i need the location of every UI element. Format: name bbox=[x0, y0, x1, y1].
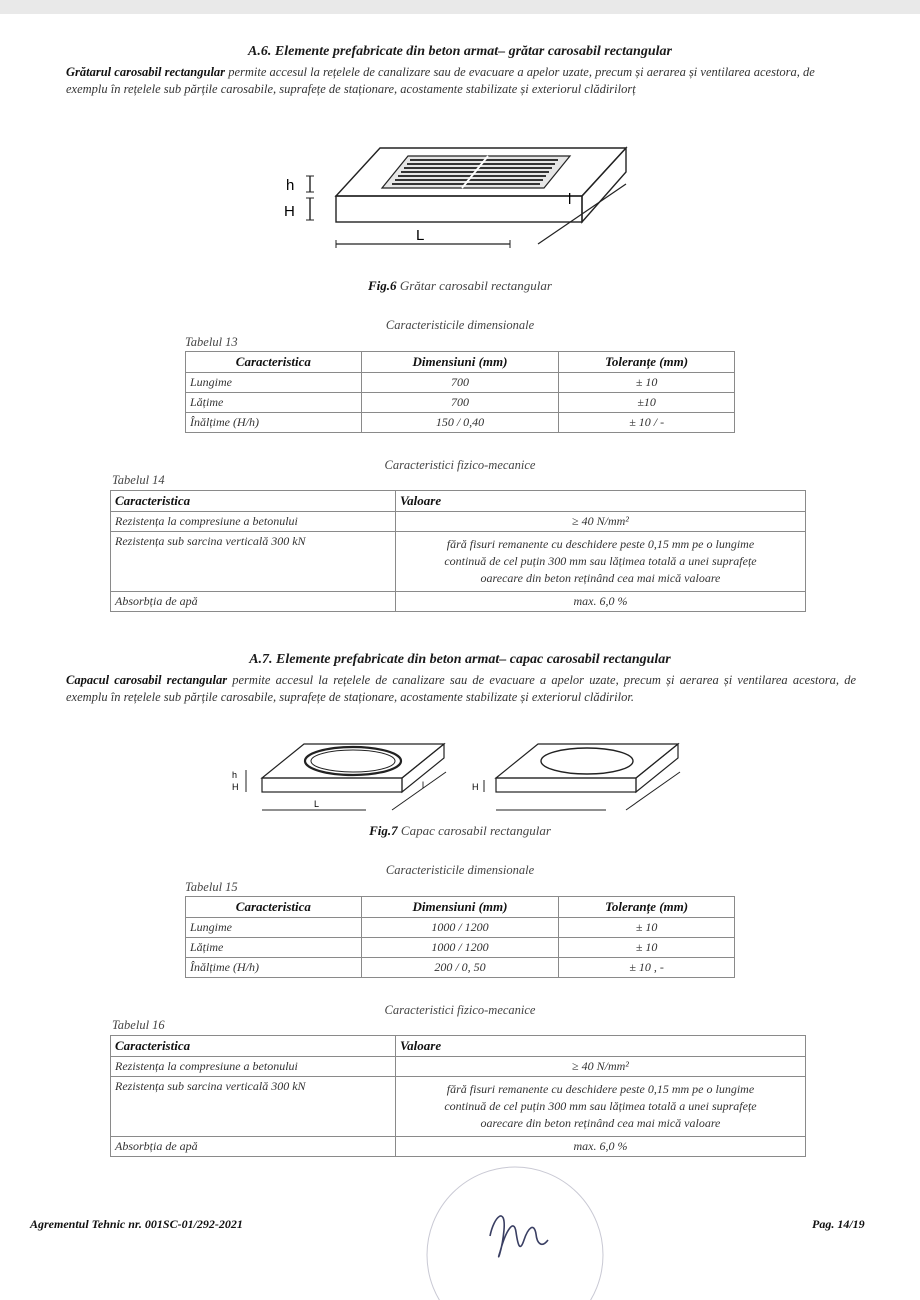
section-a7-intro-bold: Capacul carosabil rectangular bbox=[66, 673, 228, 687]
stamp-circle bbox=[427, 1167, 603, 1300]
table-15 bbox=[185, 896, 735, 978]
table-15-subcaption: Caracteristicile dimensionale bbox=[385, 863, 535, 877]
cover-ring-right bbox=[541, 748, 633, 774]
table-cell: Înălțime (H/h) bbox=[186, 958, 362, 978]
table-13-label: Tabelul 13 bbox=[185, 335, 238, 349]
table-row bbox=[111, 1057, 806, 1077]
table-cell: fără fisuri remanente cu deschidere peste 0,15 mm pe o lungime continuă de cel puțin 300 mm sau lățimea totală a unei suprafețe oarecare din beton reținând cea mai mică valoare bbox=[395, 532, 805, 592]
dim-label-H: H bbox=[284, 203, 295, 220]
table-13-subcaption: Caracteristicile dimensionale bbox=[385, 318, 535, 332]
section-a6-heading: A.6. Elemente prefabricate din beton armat– grătar carosabil rectangular bbox=[248, 44, 672, 59]
table-14 bbox=[110, 490, 806, 612]
table-cell: ± 10 / - bbox=[559, 413, 735, 433]
table-row bbox=[186, 938, 735, 958]
footer-agrement-number: Agrementul Tehnic nr. 001SC-01/292-2021 bbox=[30, 1217, 243, 1231]
table-cell: 150 / 0,40 bbox=[361, 413, 559, 433]
table-16-label: Tabelul 16 bbox=[112, 1018, 165, 1032]
fig7-label-H2: H bbox=[472, 782, 479, 792]
table-cell: Rezistența la compresiune a betonului bbox=[111, 1057, 396, 1077]
column-header: Toleranțe (mm) bbox=[559, 352, 735, 373]
table-row bbox=[111, 592, 806, 612]
figure-6-label: Fig.6 bbox=[368, 278, 397, 293]
table-cell: Rezistența sub sarcina verticală 300 kN bbox=[111, 1077, 396, 1137]
figure-6-drawing bbox=[270, 132, 650, 258]
table-15-label: Tabelul 15 bbox=[185, 880, 238, 894]
figure-7-drawing bbox=[226, 736, 686, 820]
grate-slab-side bbox=[582, 148, 626, 222]
dim-label-l: l bbox=[568, 191, 572, 208]
figure-6-caption bbox=[0, 278, 920, 294]
column-header: Caracteristica bbox=[186, 352, 362, 373]
table-cell: max. 6,0 % bbox=[395, 1137, 805, 1157]
table-cell: 700 bbox=[361, 393, 559, 413]
column-header: Dimensiuni (mm) bbox=[361, 897, 559, 918]
section-a7-intro-text: permite accesul la rețelele de canalizare sau de evacuare a apelor uzate, precum și aerarea și ventilarea acestora, de exemplu în rețelele sub părțile carosabile, suprafețe de staționare, acostamente stabilizate și exteriorul clădirilor. bbox=[66, 673, 856, 704]
table-cell: Înălțime (H/h) bbox=[186, 413, 362, 433]
table-cell: Lățime bbox=[186, 938, 362, 958]
column-header: Valoare bbox=[395, 491, 805, 512]
table-row bbox=[186, 918, 735, 938]
table-cell: Lungime bbox=[186, 373, 362, 393]
table-row bbox=[111, 1137, 806, 1157]
table-row bbox=[186, 413, 735, 433]
table-cell: Lățime bbox=[186, 393, 362, 413]
table-row bbox=[111, 532, 806, 592]
fig7-label-L: L bbox=[314, 799, 320, 809]
table-14-label: Tabelul 14 bbox=[112, 473, 165, 487]
fig7-label-l: l bbox=[422, 780, 424, 790]
table-cell: ≥ 40 N/mm² bbox=[395, 1057, 805, 1077]
table-16-subcaption: Caracteristici fizico-mecanice bbox=[384, 1003, 536, 1017]
table-cell: ≥ 40 N/mm² bbox=[395, 512, 805, 532]
table-header-row bbox=[186, 897, 735, 918]
column-header: Caracteristica bbox=[186, 897, 362, 918]
table-cell: Rezistența la compresiune a betonului bbox=[111, 512, 396, 532]
table-cell: ± 10 bbox=[559, 918, 735, 938]
cover-ring-left bbox=[305, 747, 401, 775]
table-row bbox=[186, 373, 735, 393]
table-row bbox=[186, 393, 735, 413]
table-cell: Absorbția de apă bbox=[111, 592, 396, 612]
section-a7-heading: A.7. Elemente prefabricate din beton armat– capac carosabil rectangular bbox=[249, 652, 671, 667]
fig7-label-h: h bbox=[232, 770, 238, 780]
dim-label-L: L bbox=[416, 227, 425, 244]
table-cell: max. 6,0 % bbox=[395, 592, 805, 612]
column-header: Caracteristica bbox=[111, 491, 396, 512]
table-cell: ±10 bbox=[559, 393, 735, 413]
cover-slab-right-front bbox=[496, 778, 636, 792]
table-cell: Lungime bbox=[186, 918, 362, 938]
table-14-subcaption: Caracteristici fizico-mecanice bbox=[384, 458, 536, 472]
table-cell: Rezistența sub sarcina verticală 300 kN bbox=[111, 532, 396, 592]
table-header-row bbox=[111, 491, 806, 512]
fig7-label-H: H bbox=[232, 782, 239, 792]
figure-7-caption bbox=[0, 823, 920, 839]
section-a6-intro bbox=[66, 64, 846, 98]
footer-page-number: Pag. 14/19 bbox=[812, 1217, 865, 1231]
table-header-row bbox=[186, 352, 735, 373]
cover-slab-right-top bbox=[496, 744, 678, 778]
table-cell: 1000 / 1200 bbox=[361, 938, 559, 958]
column-header: Valoare bbox=[395, 1036, 805, 1057]
column-header: Caracteristica bbox=[111, 1036, 396, 1057]
scan-top-edge bbox=[0, 0, 920, 14]
table-cell: Absorbția de apă bbox=[111, 1137, 396, 1157]
table-cell: fără fisuri remanente cu deschidere peste 0,15 mm pe o lungime continuă de cel puțin 300 mm sau lățimea totală a unei suprafețe oarecare din beton reținând cea mai mică valoare bbox=[395, 1077, 805, 1137]
cover-slab-left-top bbox=[262, 744, 444, 778]
figure-7-label: Fig.7 bbox=[369, 823, 398, 838]
table-16 bbox=[110, 1035, 806, 1157]
figure-6-caption-text: Grătar carosabil rectangular bbox=[396, 278, 552, 293]
table-cell: 200 / 0, 50 bbox=[361, 958, 559, 978]
table-cell: 1000 / 1200 bbox=[361, 918, 559, 938]
table-cell: ± 10 bbox=[559, 373, 735, 393]
table-cell: ± 10 bbox=[559, 938, 735, 958]
table-cell: 700 bbox=[361, 373, 559, 393]
table-row bbox=[111, 512, 806, 532]
grate-slab-front bbox=[336, 196, 582, 222]
cover-slab-left-front bbox=[262, 778, 402, 792]
signature-mark bbox=[490, 1216, 548, 1257]
dim-label-h: h bbox=[286, 177, 295, 194]
table-header-row bbox=[111, 1036, 806, 1057]
stamp-and-signature bbox=[420, 1160, 610, 1300]
section-a6-intro-text: permite accesul la rețelele de canalizare sau de evacuare a apelor uzate, precum și aerarea și ventilarea acestora, de exemplu în rețelele sub părțile carosabile, suprafețe de staționare, acostamente stabilizate și exteriorul clădirilorț bbox=[66, 65, 815, 96]
table-row bbox=[186, 958, 735, 978]
section-a6-intro-bold: Grătarul carosabil rectangular bbox=[66, 65, 226, 79]
table-cell: ± 10 , - bbox=[559, 958, 735, 978]
column-header: Dimensiuni (mm) bbox=[361, 352, 559, 373]
column-header: Toleranțe (mm) bbox=[559, 897, 735, 918]
table-13 bbox=[185, 351, 735, 433]
table-row bbox=[111, 1077, 806, 1137]
figure-7-caption-text: Capac carosabil rectangular bbox=[397, 823, 551, 838]
section-a7-intro bbox=[66, 672, 856, 706]
